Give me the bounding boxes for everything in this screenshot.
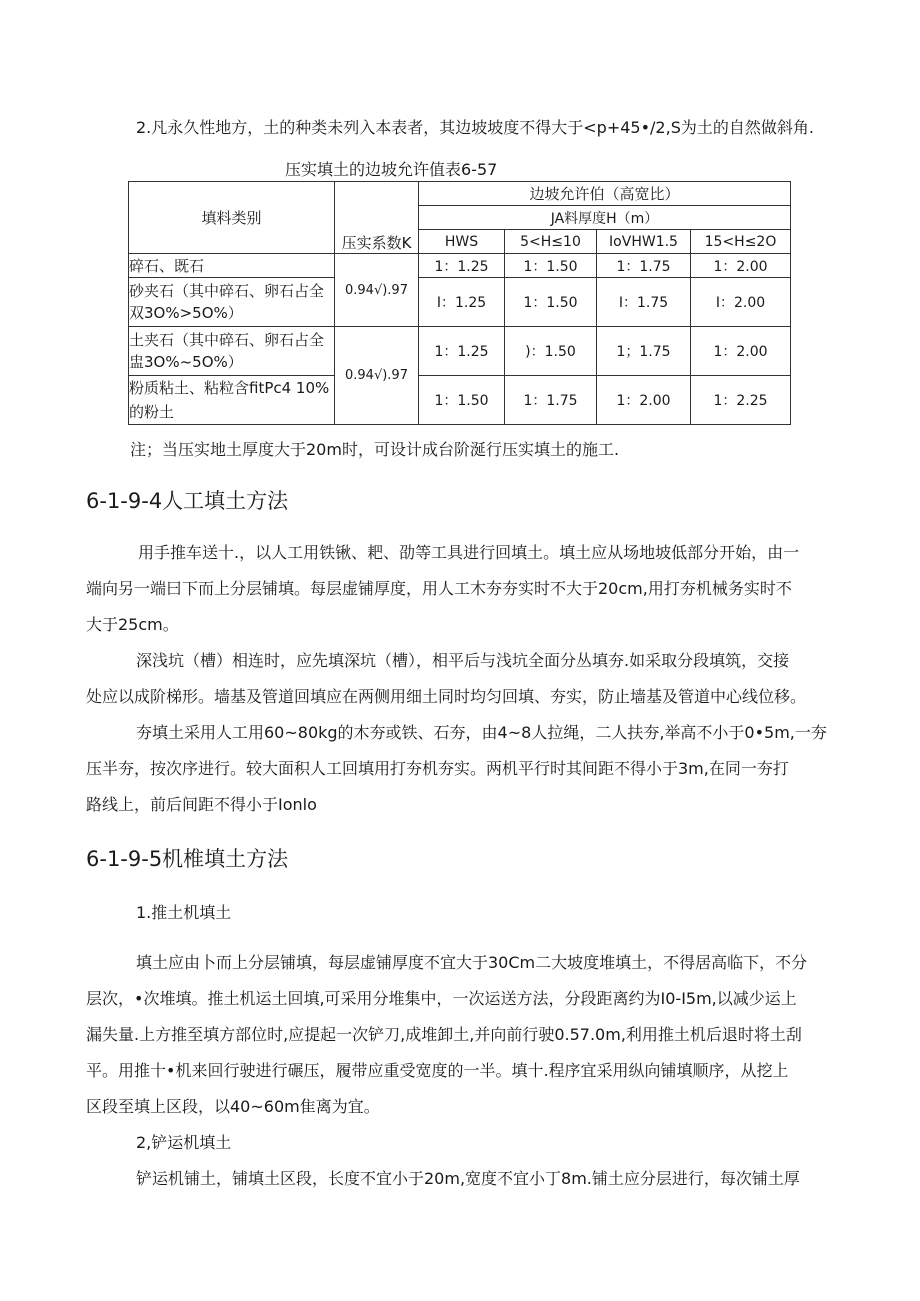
table-cell: 1：1.50 bbox=[419, 376, 505, 425]
slope-table bbox=[128, 181, 791, 425]
table-cell: 1：1.50 bbox=[505, 278, 597, 327]
col-label: 15<H≤2O bbox=[691, 230, 791, 254]
compaction-value: 0.94√).97 bbox=[335, 327, 419, 425]
table-cell: 1：2.00 bbox=[597, 376, 691, 425]
paragraph-line: 处应以成阶梯形。墙基及管道回填应在两侧用细土同时均匀回填、夯实，防止墙基及管道中心线位移。 bbox=[86, 687, 807, 706]
paragraph-line: 大于25cm。 bbox=[86, 615, 179, 634]
row-label bbox=[129, 376, 335, 425]
header-slope: 边坡允许伯（高宽比） bbox=[419, 182, 791, 206]
note-top: 2.凡永久性地方，土的种类未列入本表者，其边坡坡度不得大于<p+45•/2,S为土的自然做斜角. bbox=[136, 118, 814, 137]
section-heading: 6-1-9-4人工填土方法 bbox=[86, 489, 289, 513]
section-heading: 6-1-9-5机椎填土方法 bbox=[86, 847, 289, 871]
paragraph-line: 用手推车送十.，以人工用铁锹、耙、劭等工具进行回填土。填土应从场地坡低部分开始，由一 bbox=[138, 543, 800, 562]
paragraph-line: 填土应由卜而上分层铺填，每层虚铺厚度不宜大于30Cm二大坡度堆填土，不得居高临下，不分 bbox=[136, 953, 808, 972]
table-note: 注；当压实地土厚度大于20m时，可设计成台阶涎行压实填土的施工. bbox=[130, 440, 620, 459]
row-label-text: 粉质粘土、粘粒含fitPc4 10%的粉土 bbox=[129, 379, 330, 421]
table-cell: )：1.50 bbox=[505, 327, 597, 376]
table-cell: 1：2.00 bbox=[691, 327, 791, 376]
paragraph-line: 深浅坑（槽）相连时，应先填深坑（槽），相平后与浅坑全面分丛填夯.如采取分段填筑，交接 bbox=[136, 651, 790, 670]
paragraph-line: 夯填土采用人工用60~80kg的木夯或铁、石夯，由4~8人拉绳，二人扶夯,举高不小于0•5m,一夯 bbox=[136, 723, 827, 742]
table-cell: I：2.00 bbox=[691, 278, 791, 327]
paragraph-line: 端向另一端曰下而上分层铺填。每层虚铺厚度，用人工木夯夯实时不大于20cm,用打夯机械务实时不 bbox=[86, 579, 792, 598]
table-cell: 1：1.75 bbox=[597, 254, 691, 278]
subheading: 2,铲运机填土 bbox=[136, 1133, 232, 1152]
table-cell: 1：1.50 bbox=[505, 254, 597, 278]
paragraph-line: 路线上，前后间距不得小于Ionlo bbox=[86, 795, 317, 814]
subheading: 1.推土机填土 bbox=[136, 903, 232, 922]
row-label: 土夹石（其中碎石、卵石占全盅3O%~5O%） bbox=[129, 327, 335, 376]
table-cell: I：1.25 bbox=[419, 278, 505, 327]
row-label: 砂夹石（其中碎石、卵石占全双3O%>5O%） bbox=[129, 278, 335, 327]
table-cell: 1：1.75 bbox=[505, 376, 597, 425]
col-label: 5<H≤10 bbox=[505, 230, 597, 254]
table-caption: 压实填土的边坡允许值表6-57 bbox=[285, 160, 498, 179]
table-cell: 1：2.25 bbox=[691, 376, 791, 425]
paragraph-line: 漏失量.上方推至填方部位时,应提起一次铲刀,成堆卸土,并向前行驶0.57.0m,利用推土机后退时将土刮 bbox=[86, 1025, 802, 1044]
paragraph-line: 层次，•次堆填。推土机运土回填,可采用分堆集中，一次运送方法，分段距离约为I0-I5m,以减少运上 bbox=[86, 989, 797, 1008]
col-label: HWS bbox=[419, 230, 505, 254]
header-fill-type: 填料类别 bbox=[129, 182, 335, 254]
col-label: IoVHW1.5 bbox=[597, 230, 691, 254]
table-cell: 1：1.25 bbox=[419, 254, 505, 278]
header-compaction: 压实系数K bbox=[335, 182, 419, 254]
paragraph-line: 铲运机铺土，铺填土区段，长度不宜小于20m,宽度不宜小丁8m.铺土应分层进行，每次铺土厚 bbox=[136, 1169, 800, 1188]
paragraph-line: 压半夯，按次序进行。较大面积人工回填用打夯机夯实。两机平行时其间距不得小于3m,在同一夯打 bbox=[86, 759, 789, 778]
compaction-value: 0.94√).97 bbox=[335, 254, 419, 327]
paragraph-line: 平。用推十•机来回行驶进行碾压，履带应重受宽度的一半。填十.程序宜采用纵向铺填顺序，从挖上 bbox=[86, 1061, 789, 1080]
paragraph-line: 区段至填上区段，以40~60m隹离为宜。 bbox=[86, 1097, 380, 1116]
row-label: 碎石、既石 bbox=[129, 254, 335, 278]
header-thickness: JA料厚度H（m） bbox=[419, 206, 791, 230]
table-cell: I：1.75 bbox=[597, 278, 691, 327]
table-cell: 1：2.00 bbox=[691, 254, 791, 278]
table-cell: 1；1.75 bbox=[597, 327, 691, 376]
table-cell: 1：1.25 bbox=[419, 327, 505, 376]
